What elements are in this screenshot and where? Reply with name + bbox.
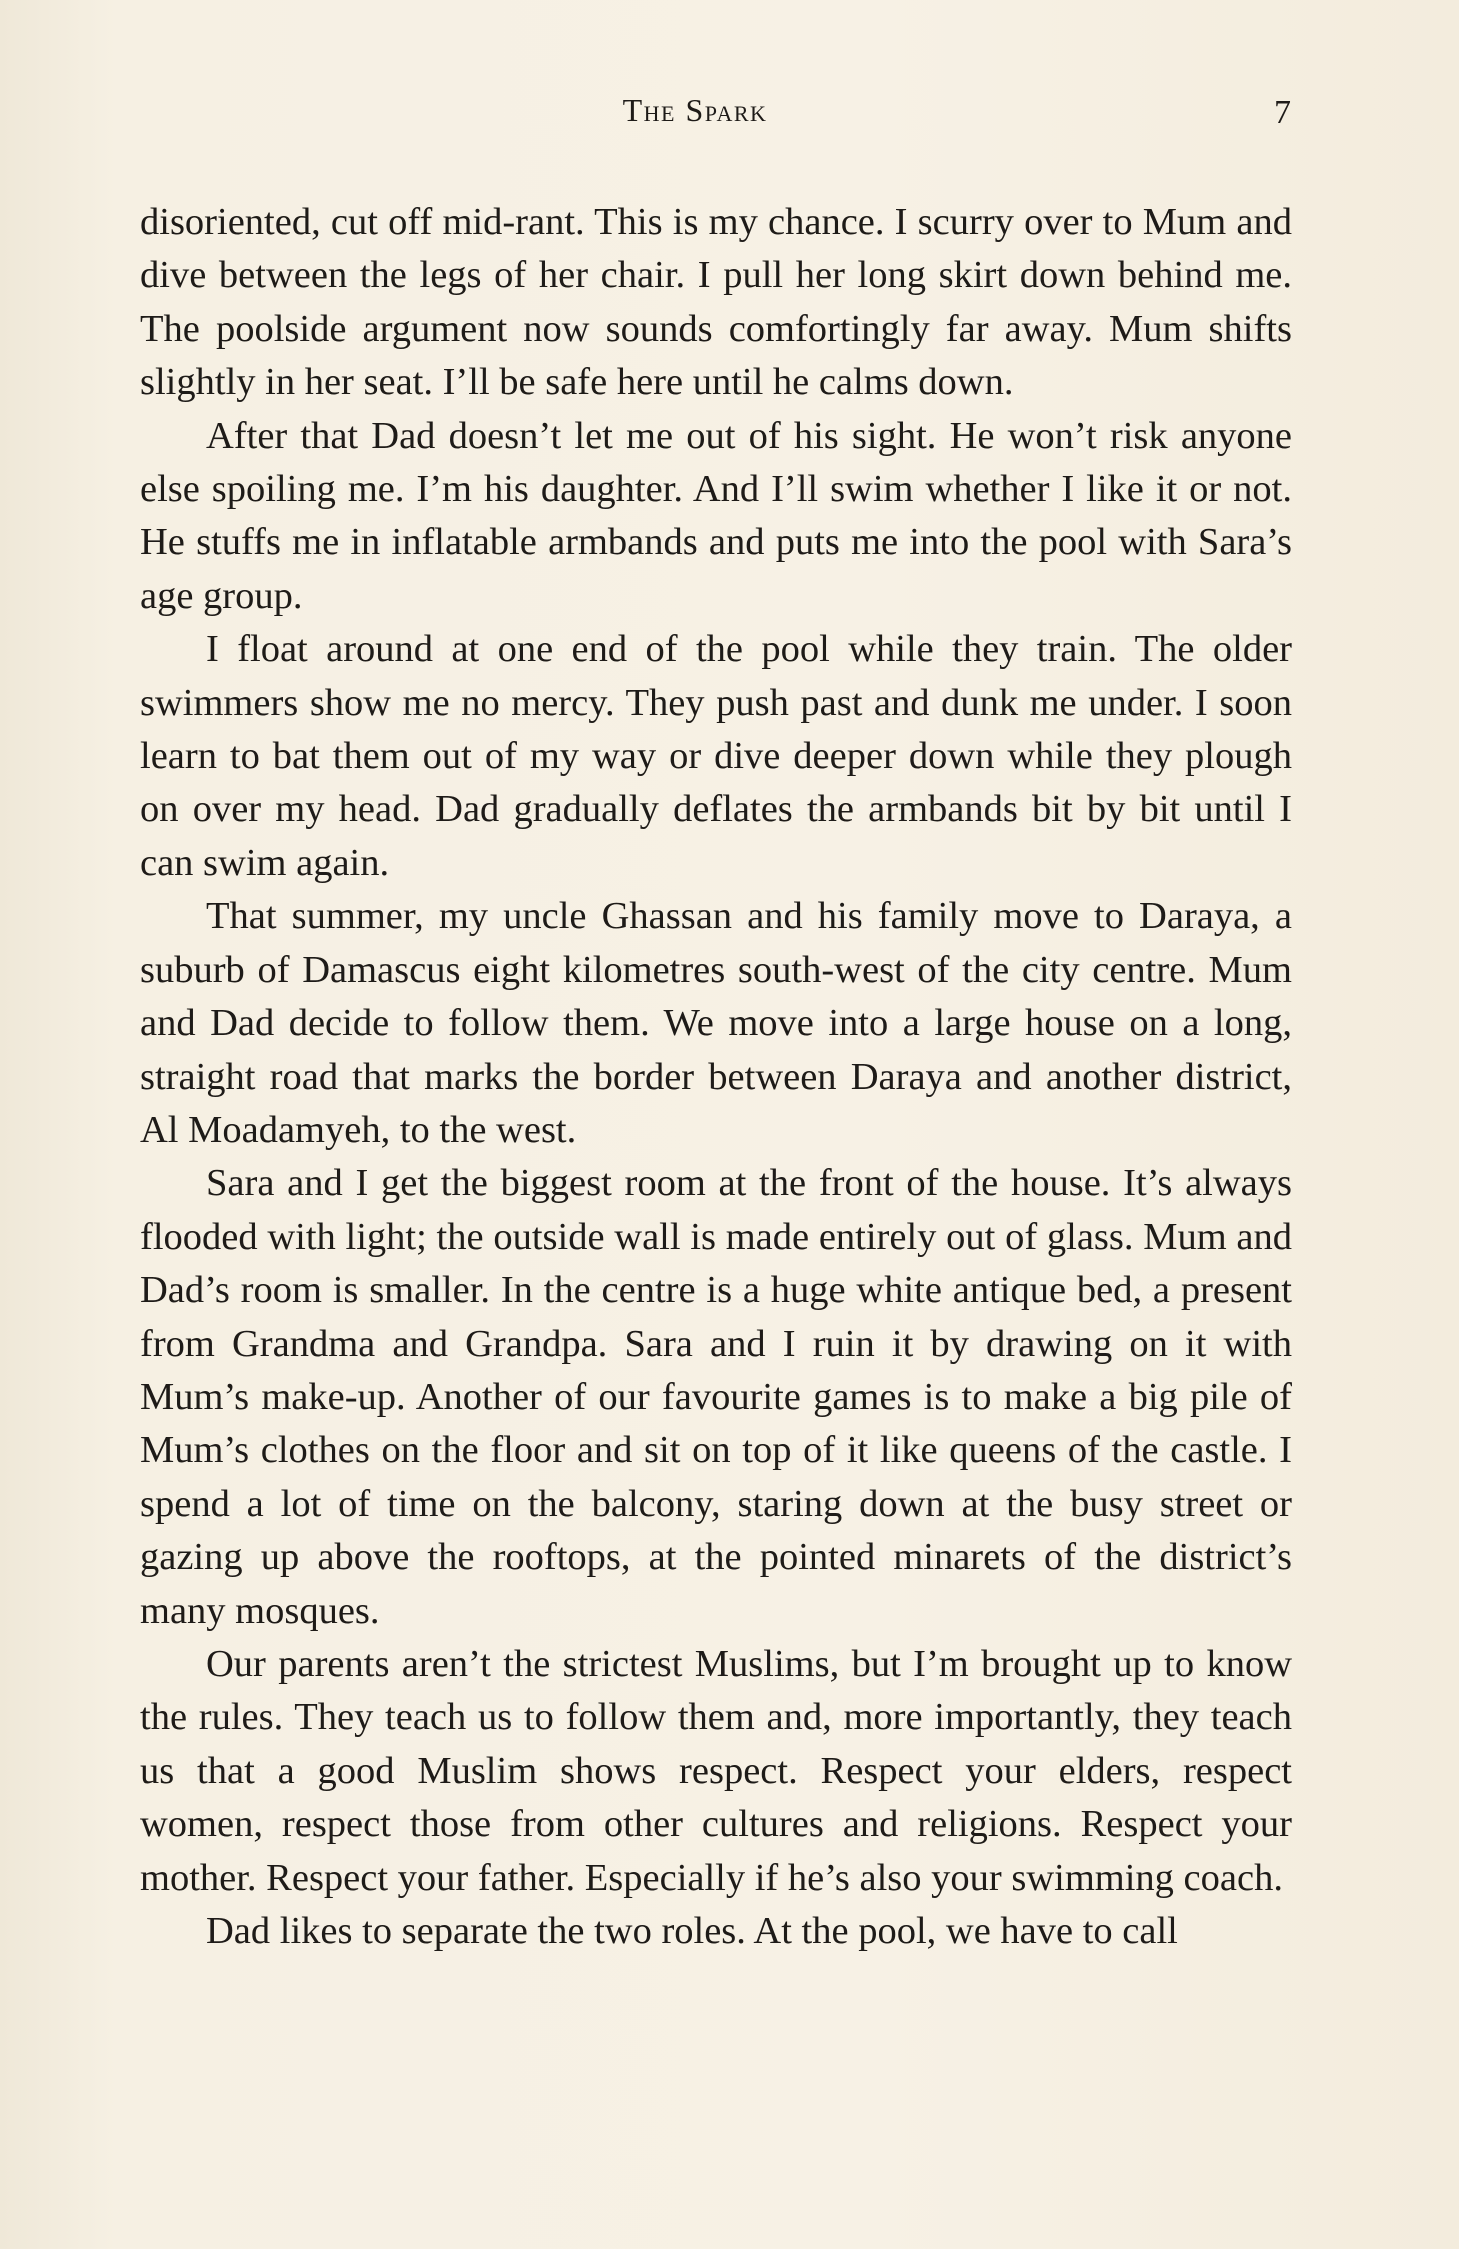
paragraph: disoriented, cut off mid-rant. This is my chance. I scurry over to Mum and dive between the legs of her chair. I pull her long skirt down behind me. The poolside argument now sounds comfortingly far away. Mum shifts slightly in her seat. I’ll be safe here until he calms down. [140,201,1292,404]
paragraph-last-line: Dad likes to separate the two roles. At the pool, we have to call [206,1910,1178,1952]
paragraph: After that Dad doesn’t let me out of his sight. He won’t risk anyone else spoiling me. I’m his daughter. And I’ll swim whether I like it or not. He stuffs me in inflatable armbands and puts me into the pool with Sara’s age group. [140,414,1292,617]
paragraph: That summer, my uncle Ghassan and his family move to Daraya, a suburb of Damascus eight kilometres south-west of the city centre. Mum and Dad decide to follow them. We move into a large house on a long, straight road that marks the border between Daraya and another district, Al Moadamyeh, to the west. [140,895,1292,1151]
page-number: 7 [1274,94,1291,131]
body-text [140,196,1292,1958]
paragraph: Our parents aren’t the strictest Muslims, but I’m brought up to know the rules. They teach us to follow them and, more importantly, they teach us that a good Muslim shows respect. Respect your elders, respect women, respect those from other cultures and religions. Respect your mother. Respect your father. Especially if he’s also your swimming coach. [140,1642,1292,1899]
paragraph: Sara and I get the biggest room at the front of the house. It’s always flooded with light; the outside wall is made entirely out of glass. Mum and Dad’s room is smaller. In the centre is a huge white antique bed, a present from Grandma and Grandpa. Sara and I ruin it by drawing on it with Mum’s make-up. Another of our favourite games is to make a big pile of Mum’s clothes on the floor and sit on top of it like queens of the castle. I spend a lot of time on the balcony, staring down at the busy street or gazing up above the rooftops, at the pointed minarets of the district’s many mosques. [140,1162,1292,1632]
paragraph: I float around at one end of the pool while they train. The older swimmers show me no mercy. They push past and dunk me under. I soon learn to bat them out of my way or dive deeper down while they plough on over my head. Dad gradually deflates the armbands bit by bit until I can swim again. [140,628,1292,884]
running-head [0,92,1459,142]
running-title: The Spark [622,92,768,128]
